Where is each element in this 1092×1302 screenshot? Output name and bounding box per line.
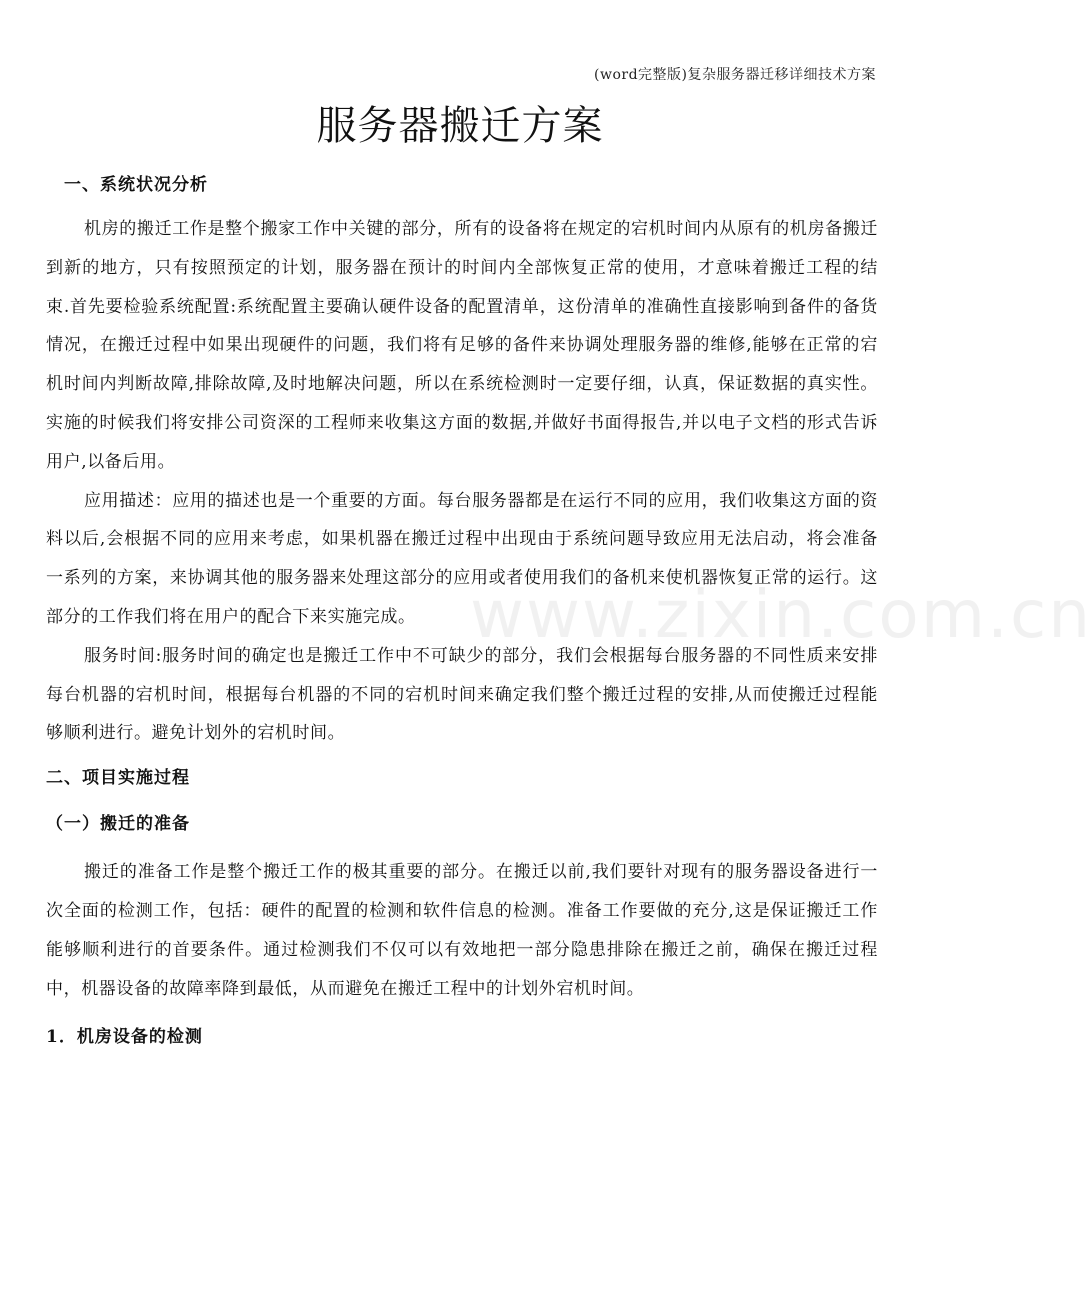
watermark: www.zixin.com.cn: [470, 576, 1092, 653]
subsection-heading-preparation: （一）搬迁的准备: [46, 814, 190, 835]
paragraph-preparation: 搬迁的准备工作是整个搬迁工作的极其重要的部分。在搬迁以前,我们要针对现有的服务器设备进行一次全面的检测工作，包括：硬件的配置的检测和软件信息的检测。准备工作要做的充分,这是保证搬迁工作能够顺利进行的首要条件。通过检测我们不仅可以有效地把一部分隐患排除在搬迁之前，确保在搬迁过程中，机器设备的故障率降到最低，从而避免在搬迁工程中的计划外宕机时间。: [46, 862, 878, 999]
document-title: 服务器搬迁方案: [316, 103, 604, 149]
document-body: [46, 168, 878, 1054]
section-heading-implementation: 二、项目实施过程: [46, 768, 190, 789]
running-header: (word完整版)复杂服务器迁移详细技术方案: [594, 67, 876, 83]
item-heading-equipment-check: 1．机房设备的检测: [46, 1027, 203, 1048]
paragraph-service-time: 服务时间:服务时间的确定也是搬迁工作中不可缺少的部分，我们会根据每台服务器的不同性质来安排每台机器的宕机时间，根据每台机器的不同的宕机时间来确定我们整个搬迁过程的安排,从而使搬迁过程能够顺利进行。避免计划外的宕机时间。: [46, 645, 878, 744]
paragraph-migration-overview: 机房的搬迁工作是整个搬家工作中关键的部分，所有的设备将在规定的宕机时间内从原有的机房备搬迁到新的地方，只有按照预定的计划，服务器在预计的时间内全部恢复正常的使用，才意味着搬迁工程的结束.首先要检验系统配置:系统配置主要确认硬件设备的配置清单，这份清单的准确性直接影响到备件的备货情况，在搬迁过程中如果出现硬件的问题，我们将有足够的备件来协调处理服务器的维修,能够在正常的宕机时间内判断故障,排除故障,及时地解决问题，所以在系统检测时一定要仔细，认真，保证数据的真实性。实施的时候我们将安排公司资深的工程师来收集这方面的数据,并做好书面得报告,并以电子文档的形式告诉用户,以备后用。: [46, 219, 878, 472]
section-heading-system-analysis: 一、系统状况分析: [64, 175, 208, 195]
paragraph-application-description: 应用描述：应用的描述也是一个重要的方面。每台服务器都是在运行不同的应用，我们收集这方面的资料以后,会根据不同的应用来考虑，如果机器在搬迁过程中出现由于系统问题导致应用无法启动，将会准备一系列的方案，来协调其他的服务器来处理这部分的应用或者使用我们的备机来使机器恢复正常的运行。这部分的工作我们将在用户的配合下来实施完成。: [46, 490, 878, 627]
